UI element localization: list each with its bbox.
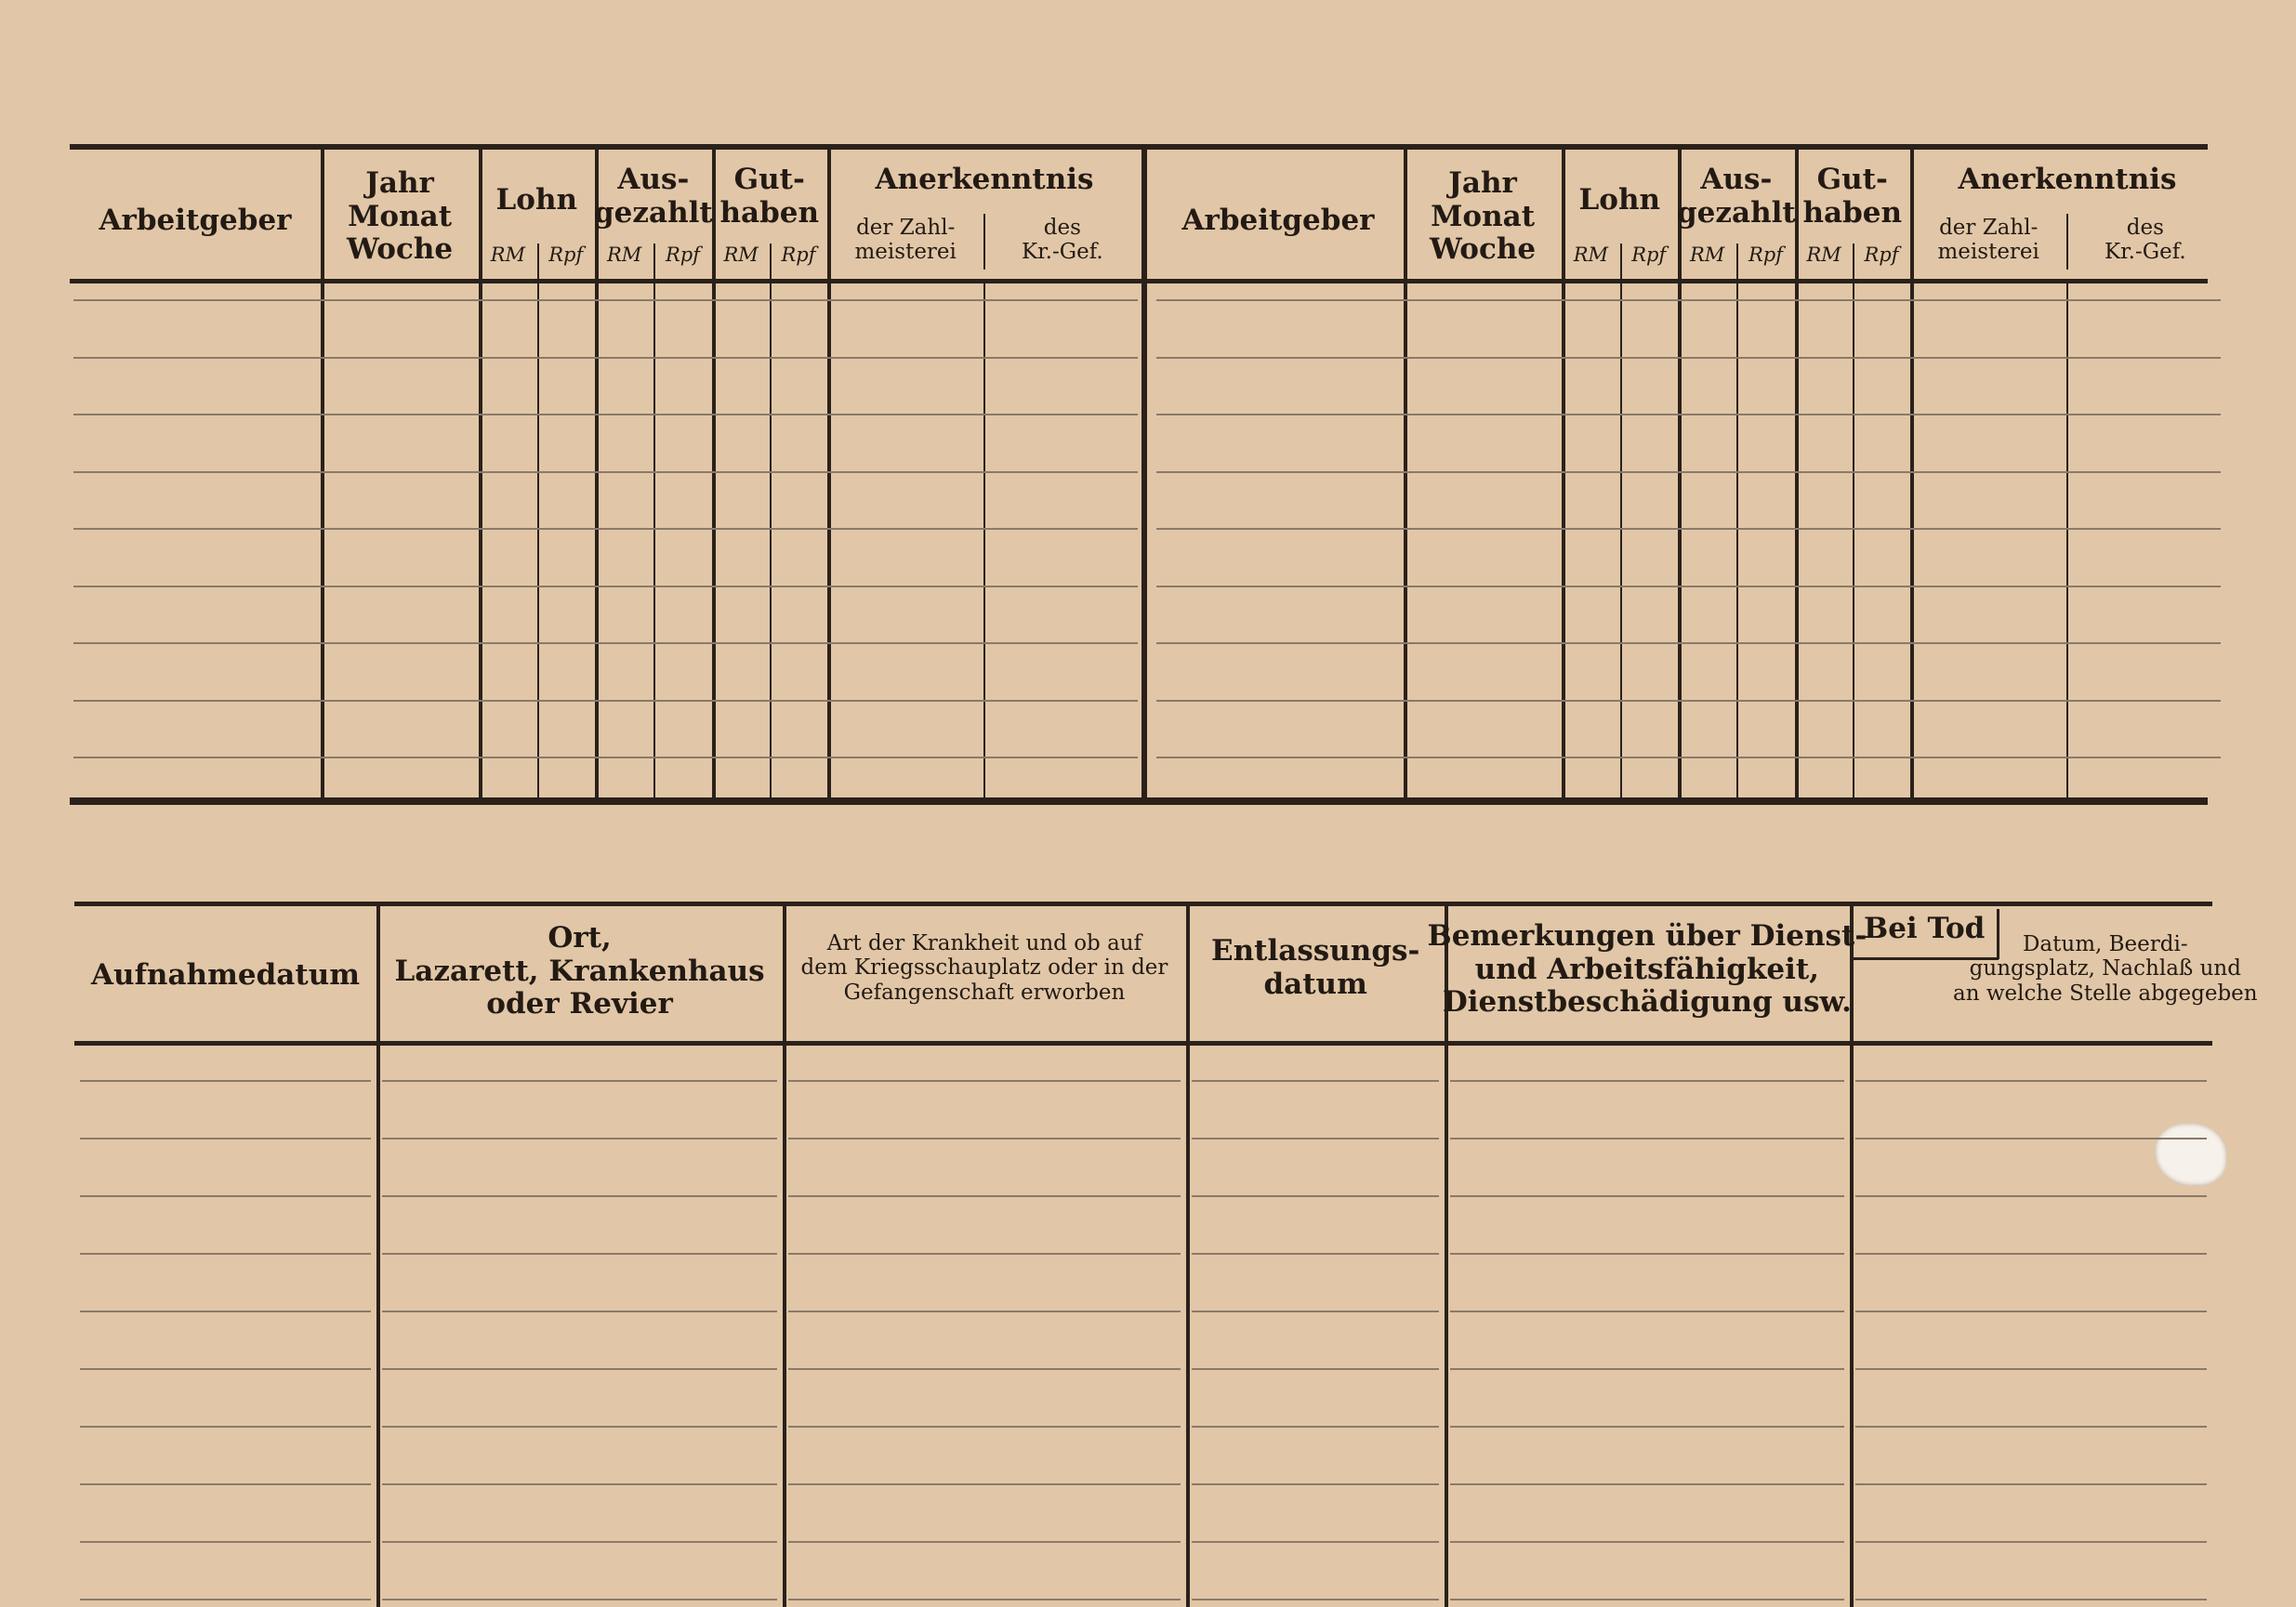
ruled-line	[1192, 1253, 1439, 1255]
header-rm: RM	[490, 244, 526, 266]
ruled-line	[1156, 757, 2221, 758]
header-arbeitgeber: Arbeitgeber	[1181, 204, 1375, 237]
header-rpf: Rpf	[1748, 244, 1784, 266]
header-rm: RM	[1806, 244, 1841, 266]
ruled-line	[1192, 1599, 1439, 1600]
header-lohn: Lohn	[495, 183, 578, 217]
ruled-line	[73, 471, 1138, 473]
header-rm: RM	[1573, 244, 1609, 266]
header-rm: RM	[1690, 244, 1725, 266]
rm-rpf-divider	[1620, 244, 1622, 797]
section-d-top-rule	[74, 902, 2212, 906]
ruled-line	[382, 1253, 777, 1255]
rm-rpf-divider	[537, 244, 539, 797]
ruled-line	[80, 1138, 371, 1139]
ruled-line	[1855, 1080, 2207, 1082]
header-entlassungsdatum: Entlassungs- datum	[1211, 934, 1420, 1001]
ruled-line	[1156, 414, 2221, 415]
header-rpf: Rpf	[1631, 244, 1667, 266]
ruled-line	[788, 1426, 1181, 1428]
ruled-line	[788, 1195, 1181, 1197]
center-divider	[1141, 144, 1147, 797]
ruled-line	[788, 1080, 1181, 1082]
header-rpf: Rpf	[548, 244, 584, 266]
ruled-line	[788, 1138, 1181, 1139]
ruled-line	[1192, 1138, 1439, 1139]
ruled-line	[382, 1483, 777, 1485]
ruled-line	[1855, 1311, 2207, 1312]
ruled-line	[1855, 1253, 2207, 1255]
ruled-line	[1192, 1311, 1439, 1312]
ruled-line	[1156, 528, 2221, 530]
ruled-line	[73, 700, 1138, 702]
ruled-line	[73, 757, 1138, 758]
header-anerkenntnis: Anerkenntnis	[875, 163, 1094, 196]
ruled-line	[1156, 642, 2221, 644]
header-guthaben: Gut- haben	[1802, 163, 1903, 230]
ruled-line	[73, 586, 1138, 587]
ruled-line	[382, 1138, 777, 1139]
header-jahr-monat-woche: Jahr Monat Woche	[347, 166, 454, 267]
ruled-line	[382, 1195, 777, 1197]
ruled-line	[1156, 471, 2221, 473]
header-rpf: Rpf	[781, 244, 816, 266]
ruled-line	[382, 1368, 777, 1370]
ruled-line	[382, 1311, 777, 1312]
ruled-line	[1156, 586, 2221, 587]
ruled-line	[788, 1311, 1181, 1312]
ruled-line	[80, 1253, 371, 1255]
ruled-line	[1450, 1599, 1844, 1600]
ruled-line	[73, 642, 1138, 644]
ruled-line	[1450, 1080, 1844, 1082]
ruled-line	[1855, 1426, 2207, 1428]
ruled-line	[80, 1426, 371, 1428]
header-rm: RM	[607, 244, 642, 266]
ruled-line	[788, 1599, 1181, 1600]
header-bei-tod-detail: Datum, Beerdi- gungsplatz, Nachlaß und an welche Stelle abgegeben	[1953, 932, 2258, 1006]
header-rpf: Rpf	[666, 244, 701, 266]
ruled-line	[1855, 1195, 2207, 1197]
section-d-column-divider	[376, 902, 380, 1607]
ruled-line	[788, 1368, 1181, 1370]
rm-rpf-divider	[1853, 244, 1854, 797]
ruled-line	[80, 1195, 371, 1197]
ruled-line	[788, 1483, 1181, 1485]
section-d-column-divider	[783, 902, 786, 1607]
ruled-line	[1855, 1138, 2207, 1139]
ruled-line	[1855, 1368, 2207, 1370]
ruled-line	[382, 1426, 777, 1428]
header-ausgezahlt: Aus- gezahlt	[594, 163, 713, 230]
ruled-line	[1192, 1368, 1439, 1370]
ruled-line	[788, 1541, 1181, 1543]
section-d-header-rule	[74, 1041, 2212, 1046]
header-lohn: Lohn	[1578, 183, 1661, 217]
header-ausgezahlt: Aus- gezahlt	[1677, 163, 1796, 230]
ruled-line	[1192, 1195, 1439, 1197]
ruled-line	[1450, 1426, 1844, 1428]
anerkenntnis-divider	[2066, 214, 2068, 270]
ruled-line	[80, 1599, 371, 1600]
ruled-line	[80, 1541, 371, 1543]
ruled-line	[73, 528, 1138, 530]
rm-rpf-divider	[1736, 244, 1738, 797]
ruled-line	[1156, 299, 2221, 301]
rm-rpf-divider	[770, 244, 772, 797]
ruled-line	[1192, 1080, 1439, 1082]
ruled-line	[73, 357, 1138, 359]
header-kr-gef: des Kr.-Gef.	[1022, 216, 1103, 265]
ruled-line	[1156, 357, 2221, 359]
section-d-column-divider	[1186, 902, 1190, 1607]
ruled-line	[80, 1311, 371, 1312]
ruled-line	[1855, 1541, 2207, 1543]
ruled-line	[1450, 1311, 1844, 1312]
header-rpf: Rpf	[1864, 244, 1899, 266]
header-zahlmeisterei: der Zahl- meisterei	[1937, 216, 2039, 265]
ruled-line	[80, 1080, 371, 1082]
top-rule	[70, 144, 2208, 150]
ruled-line	[1156, 700, 2221, 702]
header-bei-tod: Bei Tod	[1864, 912, 1986, 945]
ruled-line	[788, 1253, 1181, 1255]
ruled-line	[1450, 1195, 1844, 1197]
ruled-line	[80, 1368, 371, 1370]
ruled-line	[1450, 1541, 1844, 1543]
ruled-line	[1450, 1138, 1844, 1139]
header-kr-gef: des Kr.-Gef.	[2105, 216, 2186, 265]
ruled-line	[1192, 1541, 1439, 1543]
header-bemerkungen: Bemerkungen über Dienst- und Arbeitsfähigkeit, Dienstbeschädigung usw.	[1427, 919, 1867, 1020]
header-anerkenntnis: Anerkenntnis	[1958, 163, 2177, 196]
header-rm: RM	[723, 244, 759, 266]
ruled-line	[382, 1541, 777, 1543]
punch-hole	[2155, 1123, 2227, 1186]
ruled-line	[1450, 1253, 1844, 1255]
ruled-line	[382, 1080, 777, 1082]
ruled-line	[382, 1599, 777, 1600]
ruled-line	[73, 414, 1138, 415]
header-arbeitgeber: Arbeitgeber	[99, 204, 292, 237]
anerkenntnis-divider	[983, 214, 985, 270]
ruled-line	[1192, 1483, 1439, 1485]
ruled-line	[1192, 1426, 1439, 1428]
ruled-line	[1450, 1483, 1844, 1485]
header-guthaben: Gut- haben	[719, 163, 820, 230]
header-aufnahmedatum: Aufnahmedatum	[91, 958, 361, 992]
ruled-line	[73, 299, 1138, 301]
header-jahr-monat-woche: Jahr Monat Woche	[1430, 166, 1537, 267]
ruled-line	[80, 1483, 371, 1485]
ruled-line	[1855, 1599, 2207, 1600]
header-zahlmeisterei: der Zahl- meisterei	[854, 216, 957, 265]
rm-rpf-divider	[653, 244, 655, 797]
header-rule	[70, 279, 2208, 283]
header-art-der-krankheit: Art der Krankheit und ob auf dem Kriegsschauplatz oder in der Gefangenschaft erworben	[800, 931, 1168, 1005]
ruled-line	[1450, 1368, 1844, 1370]
header-ort: Ort, Lazarett, Krankenhaus oder Revier	[394, 921, 765, 1021]
ruled-line	[1855, 1483, 2207, 1485]
bottom-rule	[70, 797, 2208, 805]
